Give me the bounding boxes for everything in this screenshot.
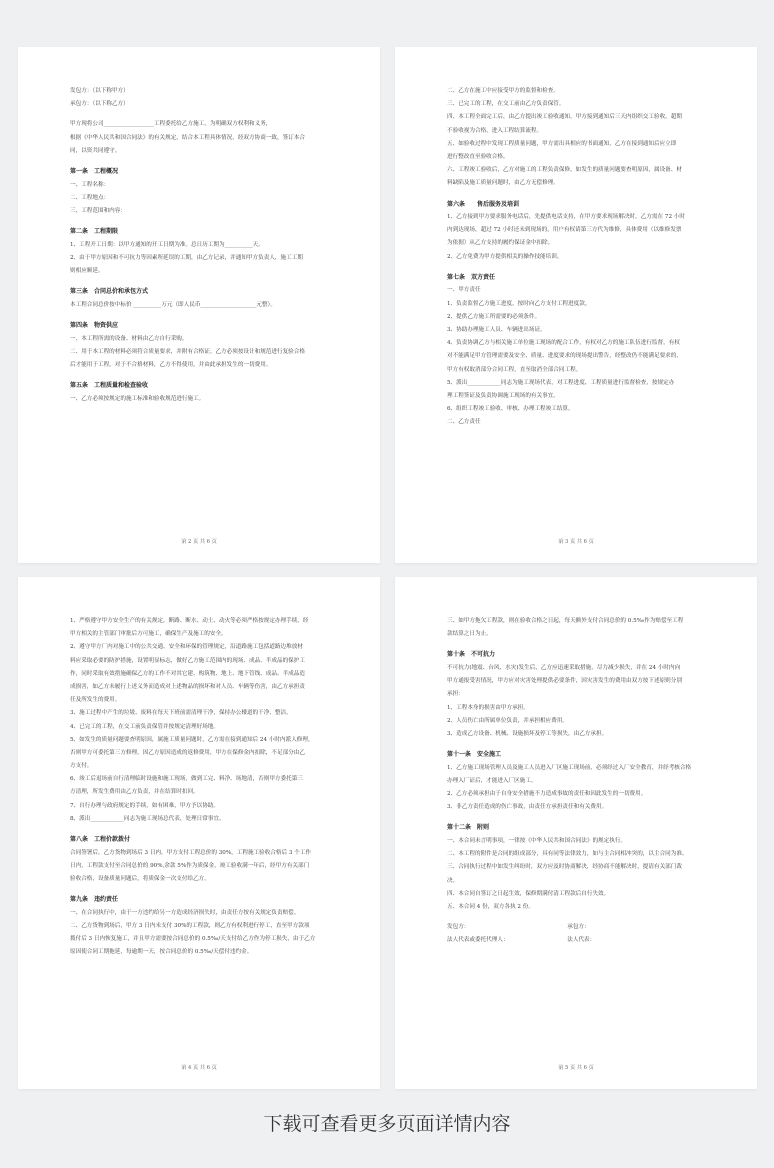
- text-line: 3、造成乙方设备、机械、设施损坏及停工等损失，由乙方承担。: [447, 730, 608, 737]
- page-number: 第 3 页 共 6 页: [558, 539, 594, 545]
- text-line: 1、乙方施工现场管理人员及施工人员进入厂区施工现场前，必须经过入厂安全教育，并经考核合格: [447, 764, 692, 771]
- paragraph-gap: [70, 374, 338, 381]
- text-line: 5、如发生的质量问题要查明原因，属施工质量问题时，乙方需在接到通知后 24 小时内派人修理，: [70, 736, 314, 743]
- text-line: 二、乙方在施工中应接受甲方的监督和检查。: [447, 88, 559, 94]
- text-line: 一、本合同未言明事项，一律按《中华人民共和国合同法》的规定执行。: [447, 838, 627, 845]
- paragraph-gap: [70, 888, 338, 895]
- text-line: 五、如验收过程中发现工程质量问题，甲方需出具相应的书面通知，乙方在接到通知后应立即: [447, 140, 677, 147]
- paragraph-gap: [447, 816, 715, 823]
- text-line: 2、提供乙方施工所需要的必须条件。: [447, 313, 541, 320]
- text-line: 二、乙方货物到场后，甲方 3 日内未支付 30%的工程款，则乙方有权利进行停工，直至甲方款项: [70, 922, 310, 929]
- text-line: 发包方：（以下称甲方）: [70, 88, 129, 94]
- text-line: 日内，工程款支付至合同总价的 90%,余款 5%作为质保金，竣工验收满一年后，经甲方有关部门: [70, 862, 310, 869]
- text-line: 一、乙方必须按规定的施工标准和验收规范进行施工。: [70, 395, 205, 402]
- paragraph-gap: [70, 113, 338, 120]
- text-line: 二、用于本工程的材料必须符合质量要求，并附有合格证。乙方必须按设计和规范进行复验合格: [70, 348, 305, 355]
- paragraph-gap: [447, 266, 715, 273]
- text-line: 作，同时采取有效措施确保乙方的工作不对其它建、构筑物、地上、地下管线、成品、半成品造: [70, 670, 305, 677]
- text-line: 决。: [447, 877, 459, 884]
- text-line: 同，以资共同遵守。: [70, 147, 121, 154]
- paragraph-gap: [447, 193, 715, 200]
- text-line: 验收合格，设备质量问题后，将质保金一次支付给乙方。: [70, 875, 210, 882]
- text-line: 3、施工过程中产生的垃圾、废料在每天下班前需清理干净，保持办公楼道的干净、整洁。: [70, 710, 292, 717]
- text-line: 一、工程名称：: [70, 181, 110, 188]
- text-line: 否则甲方可委托第三方修理，因乙方原因造成的返修费用，甲方在保修金内扣除，不足部分由乙: [70, 749, 305, 756]
- text-line: 三、工程范围和内容：: [70, 207, 126, 214]
- paragraph-gap: [70, 828, 338, 835]
- document-page-2: [18, 47, 380, 563]
- text-line: 二、本工程的附件是合同的组成部分，具有同等法律效力，如与主合同相冲突的，以主合同为准。: [447, 851, 688, 858]
- text-line: 任及所发生的费用。: [70, 697, 121, 704]
- text-line: 四、本合同自签订之日起生效，保修期满付清工程款后自行失效。: [447, 890, 610, 897]
- text-line: 料应采取必要的防护措施，设置明显标志，做好乙方施工范围内的现场、成品、半成品的保护工: [70, 657, 305, 664]
- text-line: 甲方现将公司__________________工程委托给乙方施工，为明确双方权利和义务，: [70, 121, 272, 128]
- text-line: 合同签署后，乙方货物到场后 3 日内，甲方支付工程总价的 30%，工程施工验收合格后 3 个工作: [70, 849, 312, 856]
- section-heading: 第九条 违约责任: [70, 896, 119, 904]
- download-more-link[interactable]: 下载可查看更多页面详情内容: [263, 1113, 511, 1135]
- text-line: 原因使合同工期拖延，每逾期一天，按合同总价的 0.5‰/天偿付违约金。: [70, 949, 253, 956]
- section-heading: 第四条 物资供应: [70, 322, 119, 330]
- text-line: 发包方： 承包方：: [447, 924, 590, 931]
- page-content: [447, 617, 715, 1049]
- text-line: 本工程合同总价按中标价 __________万元（即人民币____________________元整）。: [70, 301, 276, 308]
- section-heading: 第一条 工程概况: [70, 167, 119, 175]
- text-line: 承担：: [447, 691, 464, 698]
- text-line: 料缺陷及施工质量问题时，由乙方无偿修理。: [447, 180, 559, 187]
- text-line: 二、工程地点：: [70, 194, 110, 201]
- text-line: 方清理，所发生费用由乙方负责，并在结算时扣回。: [70, 789, 199, 796]
- text-line: 1、严格遵守甲方安全生产的有关规定，断路、断水、动土、动火等必须严格按规定办理手续，经: [70, 618, 309, 624]
- text-line: 3、非乙方责任造成的伤亡事故，由责任方承担责任和有关费用。: [447, 804, 608, 811]
- page-number: 第 5 页 共 6 页: [558, 1065, 594, 1071]
- text-line: 进行整改直至验收合格。: [447, 153, 509, 160]
- text-line: 不验收视为合格，进入工程结算流程。: [447, 127, 543, 134]
- text-line: 7、自行办理与政府规定的手续，如有困难，甲方予以协助。: [70, 802, 219, 809]
- page-content: [70, 617, 338, 1049]
- document-page-4: [18, 577, 380, 1089]
- section-heading: 第五条 工程质量和检查验收: [70, 382, 149, 390]
- text-line: 六、工程竣工验收后，乙方对施工的工程负责保修，如发生的质量问题要查明原因，属设备、材: [447, 167, 682, 174]
- section-heading: 第十条 不可抗力: [447, 651, 496, 659]
- text-line: 拨付后 3 日内恢复施工，并且甲方需要按合同总价的 0.5‰/天支付给乙方作为停工损失，由于乙方: [70, 936, 316, 943]
- section-heading: 第六条 售后服务及培训: [447, 200, 520, 208]
- text-line: 甲方通报受害情况，甲方应对灾害处理提供必要条件，因灾害发生的费用由双方按下述原则分别: [447, 678, 682, 685]
- text-line: 对不能满足甲方管理需要及安全、质量、进度要求的现场提出警告，经整改仍不能满足要求的，: [447, 353, 682, 360]
- section-heading: 第十二条 附则: [447, 824, 490, 832]
- paragraph-gap: [447, 743, 715, 750]
- section-heading: 第三条 合同总价和承包方式: [70, 288, 149, 296]
- text-line: 2、乙方必须承担由于自身安全措施不力造成事故的责任和因此发生的一切费用。: [447, 791, 647, 798]
- page-number: 第 4 页 共 6 页: [181, 1065, 217, 1071]
- text-line: 不可抗力(地震、台风、水灾)发生后，乙方应迅速采取措施，尽力减少损失，并在 24 小时内向: [447, 664, 681, 671]
- text-line: 后才能用于工程，对于不合格材料，乙方不得使用，并由此承担发生的一切费用。: [70, 362, 272, 368]
- text-line: 1、工程本身的损害由甲方承担。: [447, 704, 529, 711]
- document-page-5: [395, 577, 757, 1089]
- text-line: 为依据）从乙方支持的履约保证金中扣除。: [447, 240, 554, 247]
- paragraph-gap: [70, 280, 338, 287]
- text-line: 1、负责监督乙方施工进度，按时向乙方支付工程进度款。: [447, 300, 591, 307]
- paragraph-gap: [70, 160, 338, 167]
- page-number: 第 2 页 共 6 页: [181, 539, 217, 545]
- paragraph-gap: [70, 314, 338, 321]
- text-line: 6、组织工程竣工验收、审核、办理工程竣工结算。: [447, 406, 574, 413]
- text-line: 1、乙方接到甲方要求服务电话后，先提供电话支持，在甲方要求现场解决时，乙方需在 72 小时: [447, 214, 685, 221]
- text-line: 三、合同执行过程中如发生纠纷时，双方应及时协商解决，经协商不能解决时，提请有关部门裁: [447, 864, 682, 871]
- text-line: 方支付。: [70, 763, 93, 770]
- section-heading: 第二条 工程期限: [70, 228, 119, 236]
- text-line: 内到达现场，超过 72 小时还未到现场的，用户有权请第三方代为维修，具体费用（以维修发票: [447, 227, 682, 234]
- text-line: 8、派出____________同志为施工现场总代表，处理日常事宜。: [70, 815, 225, 822]
- text-line: 一、本工程所需的设备、材料由乙方自行采购。: [70, 335, 188, 342]
- paragraph-gap: [70, 220, 338, 227]
- text-line: 三、如甲方拖欠工程款，则在验收合格之日起，每天额外支付合同总价的 0.5‰作为赔偿至工程: [447, 618, 684, 624]
- paragraph-gap: [447, 916, 715, 923]
- text-line: 五、本合同 4 份，双方各执 2 份。: [447, 903, 534, 910]
- section-heading: 第八条 工程价款拨付: [70, 836, 131, 843]
- text-line: 2、由于甲方原因和不可抗力等因素所延误的工期，由乙方记录，并通知甲方负责人，施工工期: [70, 254, 303, 261]
- text-line: 款结算之日为止。: [447, 631, 492, 638]
- text-line: 则相应顺延。: [70, 268, 104, 275]
- section-heading: 第七条 双方责任: [447, 273, 496, 281]
- text-line: 一、甲方责任: [447, 287, 481, 294]
- text-line: 根据《中华人民共和国合同法》的有关规定，结合本工程具体情况，经双方协商一致，签订本合: [70, 134, 305, 141]
- text-line: 3、协助办理施工人员、车辆进出场证。: [447, 327, 546, 333]
- text-line: 三、已完工的工程，在交工前由乙方负责保管。: [447, 101, 565, 108]
- text-line: 1、工程开工日期：以甲方通知的开工日期为准。总日历工期为__________天。: [70, 241, 264, 248]
- paragraph-gap: [447, 643, 715, 650]
- page-content: [70, 87, 338, 523]
- text-line: 甲方相关的主管部门审批后方可施工，确保生产及施工的安全。: [70, 631, 227, 638]
- text-line: 2、乙方免费为甲方提供相关的操作技能培训。: [447, 253, 563, 260]
- text-line: 5、派出____________同志为施工现场代表，对工程进度、工程质量进行监督检查，按规定办: [447, 379, 675, 386]
- text-line: 4、负责协调乙方与相关施工单位施工现场的配合工作，有权对乙方的施工队伍进行监督，有权: [447, 340, 680, 347]
- section-heading: 第十一条 安全施工: [447, 751, 502, 759]
- text-line: 承包方：（以下称乙方）: [70, 101, 129, 108]
- text-line: 甲方有权取消部分合同工程，直至取消全部合同工程。: [447, 366, 582, 373]
- text-line: 法人代表或委托代理人： 法人代表：: [447, 937, 596, 944]
- text-line: 二、乙方责任: [447, 419, 481, 426]
- document-page-3: [395, 47, 757, 563]
- text-line: 成损害，如乙方未履行上述义务而造成对上述物品的损坏和对人员、车辆等伤害，由乙方承担责: [70, 683, 305, 690]
- text-line: 一、在合同执行中，由于一方违约给另一方造成经济损失时，由责任方按有关规定负责赔偿。: [70, 909, 300, 916]
- text-line: 理工程签证及负责协调施工现场的有关事宜。: [447, 392, 559, 399]
- page-content: [447, 87, 715, 523]
- text-line: 4、已完工的工程，在交工前负责保管并按规定清理好场地。: [70, 723, 219, 730]
- text-line: 办理入厂证后，才能进入厂区施工。: [447, 777, 537, 784]
- text-line: 6、竣工后退场前自行清理临时设施和施工现场，做到工完、料净、场地清，否则甲方委托第三: [70, 776, 303, 783]
- text-line: 2、人员伤亡由所属单位负责，并承担相应费用。: [447, 717, 569, 724]
- text-line: 四、本工程全面完工后，由乙方提出竣工验收通知，甲方接到通知后三天内组织交工验收，超期: [447, 114, 682, 121]
- text-line: 2、遵守甲方厂内对施工中的公共交通、安全和环保的管理规定，沿道路施工包括道路边堆放材: [70, 644, 303, 651]
